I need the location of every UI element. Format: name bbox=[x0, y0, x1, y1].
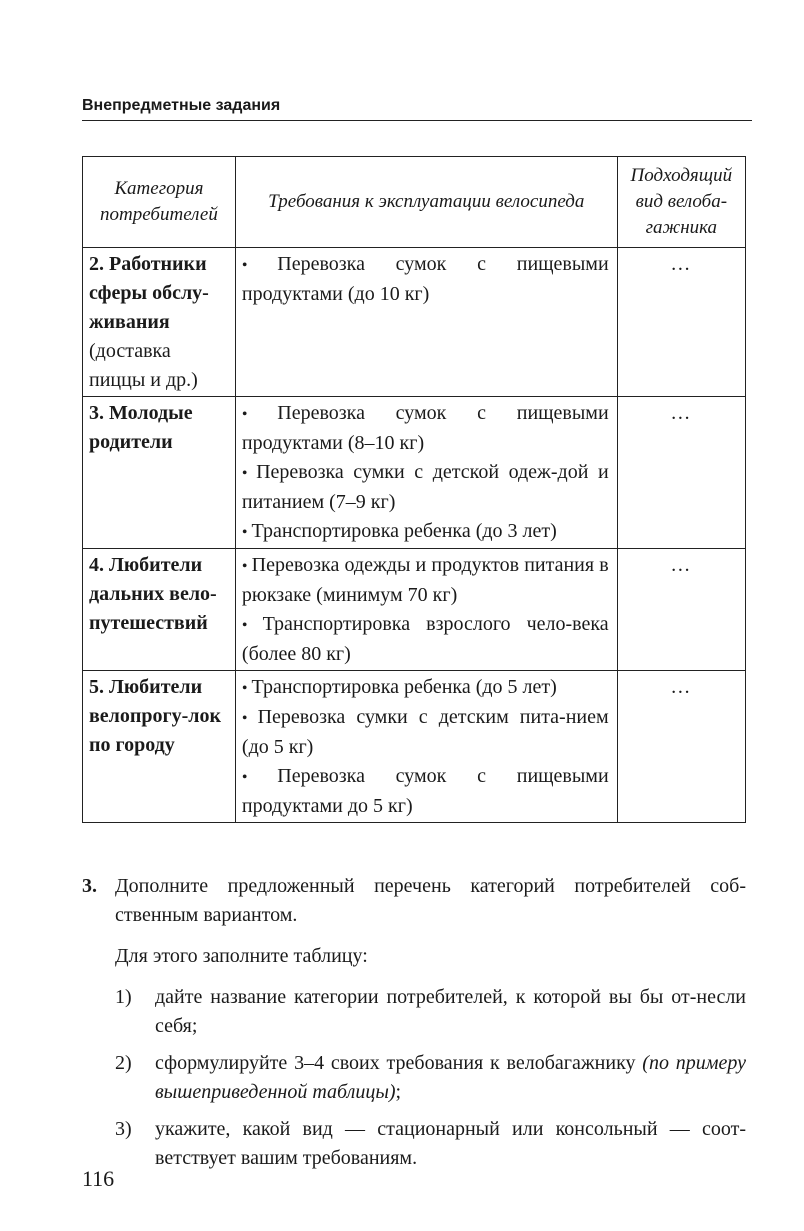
requirement-item: • Перевозка сумок с пищевыми продуктами (8–10 кг) bbox=[241, 402, 609, 454]
requirement-item: • Перевозка сумки с детской одеж-дой и питанием (7–9 кг) bbox=[241, 461, 609, 513]
header-category: Категория потребителей bbox=[83, 157, 236, 248]
requirement-item: • Перевозка сумок с пищевыми продуктами (до 10 кг) bbox=[241, 253, 609, 305]
list-item bbox=[115, 983, 746, 1041]
suitable-cell: … bbox=[617, 549, 745, 671]
suitable-cell: … bbox=[617, 671, 745, 823]
bullet-icon: • bbox=[241, 257, 278, 274]
requirement-item: • Транспортировка ребенка (до 5 лет) bbox=[241, 676, 557, 698]
bullet-icon: • bbox=[241, 617, 263, 634]
category-cell bbox=[83, 397, 236, 549]
table-row bbox=[83, 671, 746, 823]
bullet-icon: • bbox=[241, 558, 252, 575]
requirements-cell bbox=[235, 549, 617, 671]
requirement-item: • Транспортировка взрослого чело-века (более 80 кг) bbox=[241, 613, 609, 665]
step-text: укажите, какой вид — стационарный или консольный — соот-ветствует вашим требованиям. bbox=[155, 1118, 746, 1169]
category-cell bbox=[83, 671, 236, 823]
page-number: 116 bbox=[82, 1166, 115, 1191]
bullet-icon: • bbox=[241, 680, 252, 697]
task-steps bbox=[115, 983, 746, 1173]
table-row bbox=[83, 549, 746, 671]
requirement-item: • Перевозка одежды и продуктов питания в рюкзаке (минимум 70 кг) bbox=[241, 554, 609, 606]
list-item bbox=[115, 1049, 746, 1107]
requirements-cell bbox=[235, 671, 617, 823]
requirements-cell bbox=[235, 397, 617, 549]
category-name: 3. Молодые родители bbox=[89, 402, 193, 453]
step-number: 1) bbox=[115, 986, 132, 1008]
table-row bbox=[83, 397, 746, 549]
task-block bbox=[82, 872, 746, 1181]
step-text: дайте название категории потребителей, к которой вы бы от-несли себя; bbox=[155, 986, 746, 1037]
bullet-icon: • bbox=[241, 406, 278, 423]
bullet-icon: • bbox=[241, 465, 257, 482]
header-requirements: Требования к эксплуатации велосипеда bbox=[235, 157, 617, 248]
category-name: 2. Работники сферы обслу-живания bbox=[89, 253, 209, 333]
list-item bbox=[115, 1115, 746, 1173]
suitable-cell: … bbox=[617, 248, 745, 397]
bullet-icon: • bbox=[241, 710, 258, 727]
section-header: Внепредметные задания bbox=[82, 96, 752, 121]
suitable-cell: … bbox=[617, 397, 745, 549]
bullet-icon: • bbox=[241, 524, 252, 541]
step-number: 2) bbox=[115, 1052, 132, 1074]
requirement-item: • Транспортировка ребенка (до 3 лет) bbox=[241, 520, 557, 542]
step-text: сформулируйте 3–4 своих требования к велобагажнику bbox=[155, 1052, 643, 1074]
task-number: 3. bbox=[82, 875, 97, 897]
category-cell bbox=[83, 549, 236, 671]
task-subtext: Для этого заполните таблицу: bbox=[115, 945, 368, 967]
header-suitable-rack: Подходящий вид велоба-гажника bbox=[617, 157, 745, 248]
table-row bbox=[83, 248, 746, 397]
requirements-table bbox=[82, 156, 746, 823]
category-name: 5. Любители велопрогу-лок по городу bbox=[89, 676, 222, 756]
table-header-row bbox=[83, 157, 746, 248]
category-name: 4. Любители дальних вело-путешествий bbox=[89, 554, 217, 634]
requirements-cell bbox=[235, 248, 617, 397]
requirement-item: • Перевозка сумки с детским пита-нием (до 5 кг) bbox=[241, 706, 609, 758]
bullet-icon: • bbox=[241, 769, 278, 786]
category-note: (доставка пиццы и др.) bbox=[89, 340, 198, 391]
task-text: Дополните предложенный перечень категорий потребителей соб-ственным вариантом. bbox=[115, 875, 746, 926]
category-cell bbox=[83, 248, 236, 397]
step-number: 3) bbox=[115, 1118, 132, 1140]
step-tail: ; bbox=[395, 1081, 402, 1103]
step-note: (по примеру вышеприведенной таблицы) bbox=[155, 1052, 746, 1103]
requirement-item: • Перевозка сумок с пищевыми продуктами до 5 кг) bbox=[241, 765, 609, 817]
